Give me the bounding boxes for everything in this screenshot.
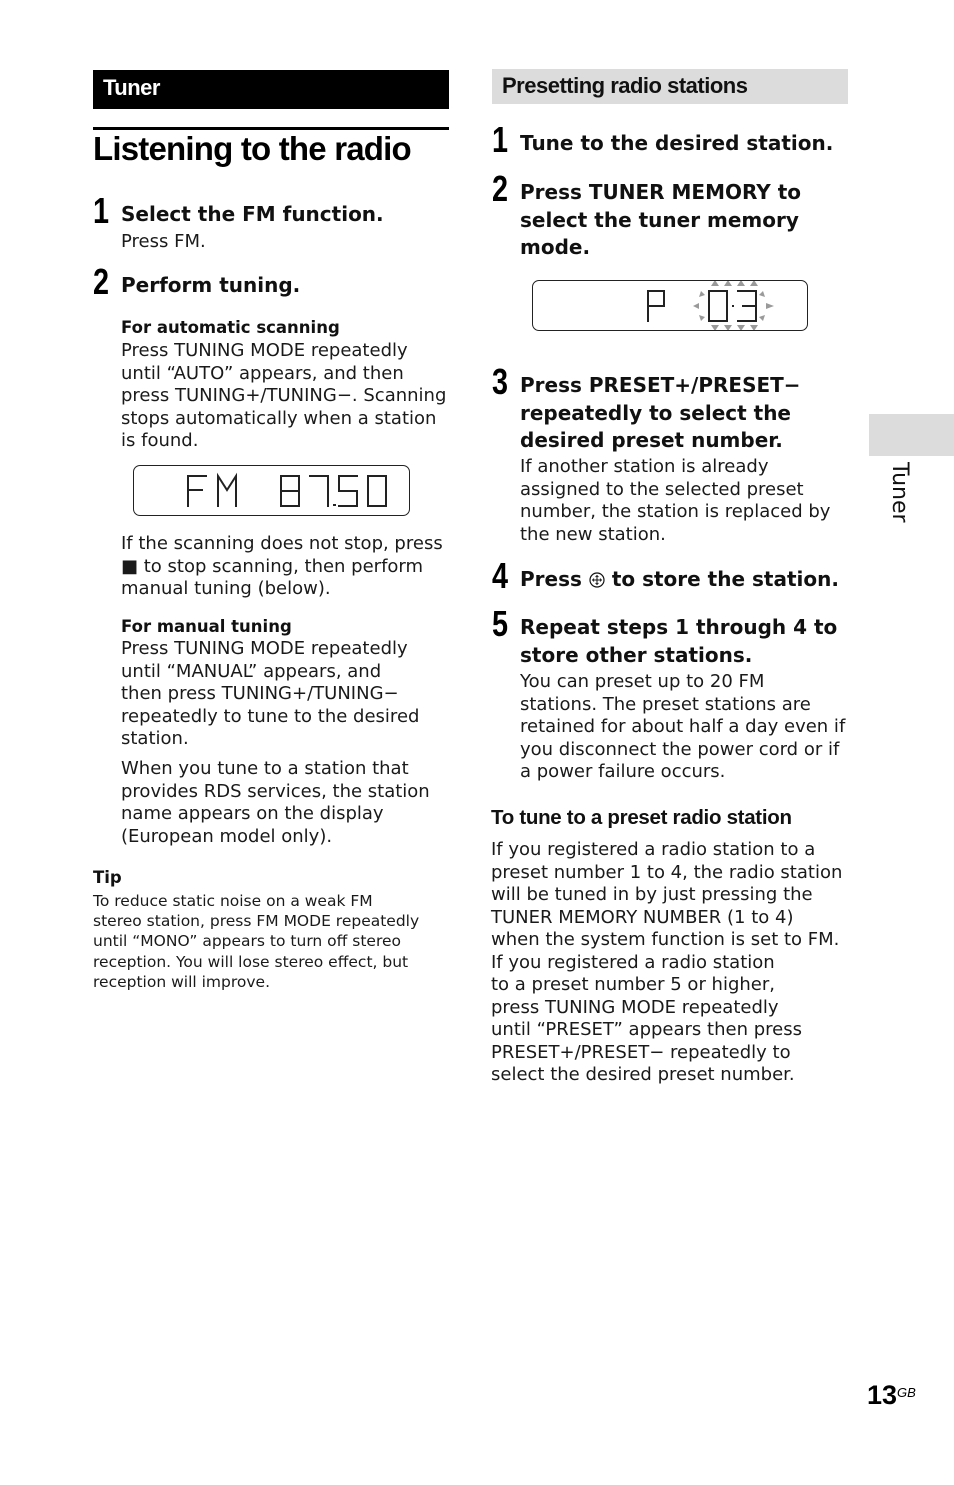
preset-step-3-heading [520, 372, 801, 455]
text-line: desired preset number. [520, 428, 783, 452]
preset-tuning-text [491, 839, 851, 1087]
text-line: (European model only). [121, 825, 333, 847]
auto-scan-heading: For automatic scanning [121, 318, 340, 337]
section-header-label: Presetting radio stations [502, 73, 748, 98]
text-line: will be tuned in by just pressing the [491, 884, 813, 905]
text-line: press TUNING+/TUNING−. Scanning [121, 385, 447, 406]
text-line: When you tune to a station that [121, 758, 409, 779]
side-tab-marker [869, 414, 954, 456]
preset-step-3-body [520, 456, 855, 546]
section-header-tuner [93, 70, 449, 109]
text-line: station. [121, 728, 189, 749]
text-line: If the scanning does not stop, press [121, 533, 443, 554]
text-line: until “PRESET” appears then press [491, 1019, 802, 1040]
text-line: To reduce static noise on a weak FM [93, 892, 373, 910]
preset-segment-digits [533, 281, 807, 330]
preset-step-3-number: 3 [492, 361, 509, 402]
text-line: repeatedly to select the [520, 400, 791, 425]
step-2-heading: Perform tuning. [121, 273, 301, 297]
text-line: name appears on the display [121, 803, 384, 824]
preset-step-4-heading [520, 566, 839, 594]
text-segment: to store the station. [604, 567, 839, 591]
text-line: you disconnect the power cord or if [520, 738, 840, 760]
text-line: the new station. [520, 523, 666, 545]
text-line: Press TUNING MODE repeatedly [121, 638, 408, 659]
text-line: is found. [121, 430, 199, 451]
text-line: ■ to stop scanning, then perform [121, 555, 424, 577]
text-line: press TUNING MODE repeatedly [491, 996, 779, 1018]
page-number: 13 [867, 1380, 898, 1410]
preset-step-5-number: 5 [492, 603, 509, 644]
text-line: retained for about half a day even if [520, 716, 846, 737]
preset-step-1-number: 1 [492, 119, 509, 160]
text-line: select the tuner memory [520, 207, 799, 232]
step-1-number: 1 [93, 190, 110, 231]
preset-step-5-heading [520, 614, 837, 669]
text-line: provides RDS services, the station [121, 780, 430, 802]
text-line: to a preset number 5 or higher, [491, 974, 776, 995]
text-line: number, the station is replaced by [520, 501, 831, 522]
side-tab-text: Tuner [887, 462, 912, 523]
section-header-presetting [492, 69, 848, 104]
page-number-suffix: GB [897, 1385, 916, 1400]
text-line: Repeat steps 1 through 4 to [520, 615, 838, 639]
text-line: until “AUTO” appears, and then [121, 362, 404, 384]
step-1-heading: Select the FM function. [121, 202, 384, 226]
text-line: stereo station, press FM MODE repeatedly [93, 912, 420, 931]
preset-tuning-heading: To tune to a preset radio station [491, 806, 792, 829]
tip-text [93, 891, 449, 992]
text-line: mode. [520, 235, 591, 259]
rds-text [121, 758, 451, 848]
fm-display-illustration [133, 465, 410, 516]
auto-scan-text [121, 340, 451, 453]
preset-step-2-heading [520, 179, 801, 262]
text-line: store other stations. [520, 642, 753, 667]
step-1-body: Press FM. [121, 231, 206, 252]
preset-step-1-heading: Tune to the desired station. [520, 131, 834, 155]
manual-tuning-text [121, 638, 451, 751]
text-line: PRESET+/PRESET− repeatedly to [491, 1041, 791, 1063]
text-line: If you registered a radio station to a [491, 839, 816, 860]
page-title: Listening to the radio [93, 130, 411, 167]
preset-step-4-number: 4 [492, 555, 509, 596]
text-line: Press TUNING MODE repeatedly [121, 340, 408, 361]
tip-heading: Tip [93, 868, 122, 887]
text-line: If another station is already [520, 456, 769, 477]
text-line: stops automatically when a station [121, 407, 437, 429]
text-line: Press TUNER MEMORY to [520, 180, 802, 204]
text-line: when the system function is set to FM. [491, 929, 840, 950]
text-line: manual tuning (below). [121, 578, 331, 599]
text-segment: Press [520, 567, 589, 591]
text-line: repeatedly to tune to the desired [121, 705, 420, 727]
text-line: a power failure occurs. [520, 761, 726, 782]
text-line: preset number 1 to 4, the radio station [491, 861, 843, 883]
text-line: until “MONO” appears to turn off stereo [93, 932, 402, 951]
text-line: reception will improve. [93, 972, 271, 991]
section-header-label: Tuner [103, 75, 160, 100]
step-2-number: 2 [93, 261, 110, 302]
enter-circle-icon [589, 568, 605, 584]
preset-step-2-number: 2 [492, 168, 509, 209]
text-line: assigned to the selected preset [520, 478, 804, 500]
side-tab-label [880, 462, 916, 542]
text-line: Press PRESET+/PRESET− [520, 373, 801, 397]
fm-segment-digits [134, 466, 409, 515]
text-line: stations. The preset stations are [520, 693, 811, 715]
text-line: select the desired preset number. [491, 1064, 795, 1085]
preset-step-5-body [520, 671, 855, 784]
text-line: reception. You will lose stereo effect, but [93, 952, 409, 971]
scan-stop-text [121, 533, 456, 601]
manual-tuning-heading: For manual tuning [121, 617, 292, 636]
text-line: then press TUNING+/TUNING− [121, 683, 399, 704]
text-line: If you registered a radio station [491, 951, 775, 973]
text-line: TUNER MEMORY NUMBER (1 to 4) [491, 906, 794, 928]
preset-display-illustration [532, 280, 808, 331]
text-line: You can preset up to 20 FM [520, 671, 765, 692]
text-line: until “MANUAL” appears, and [121, 660, 382, 682]
